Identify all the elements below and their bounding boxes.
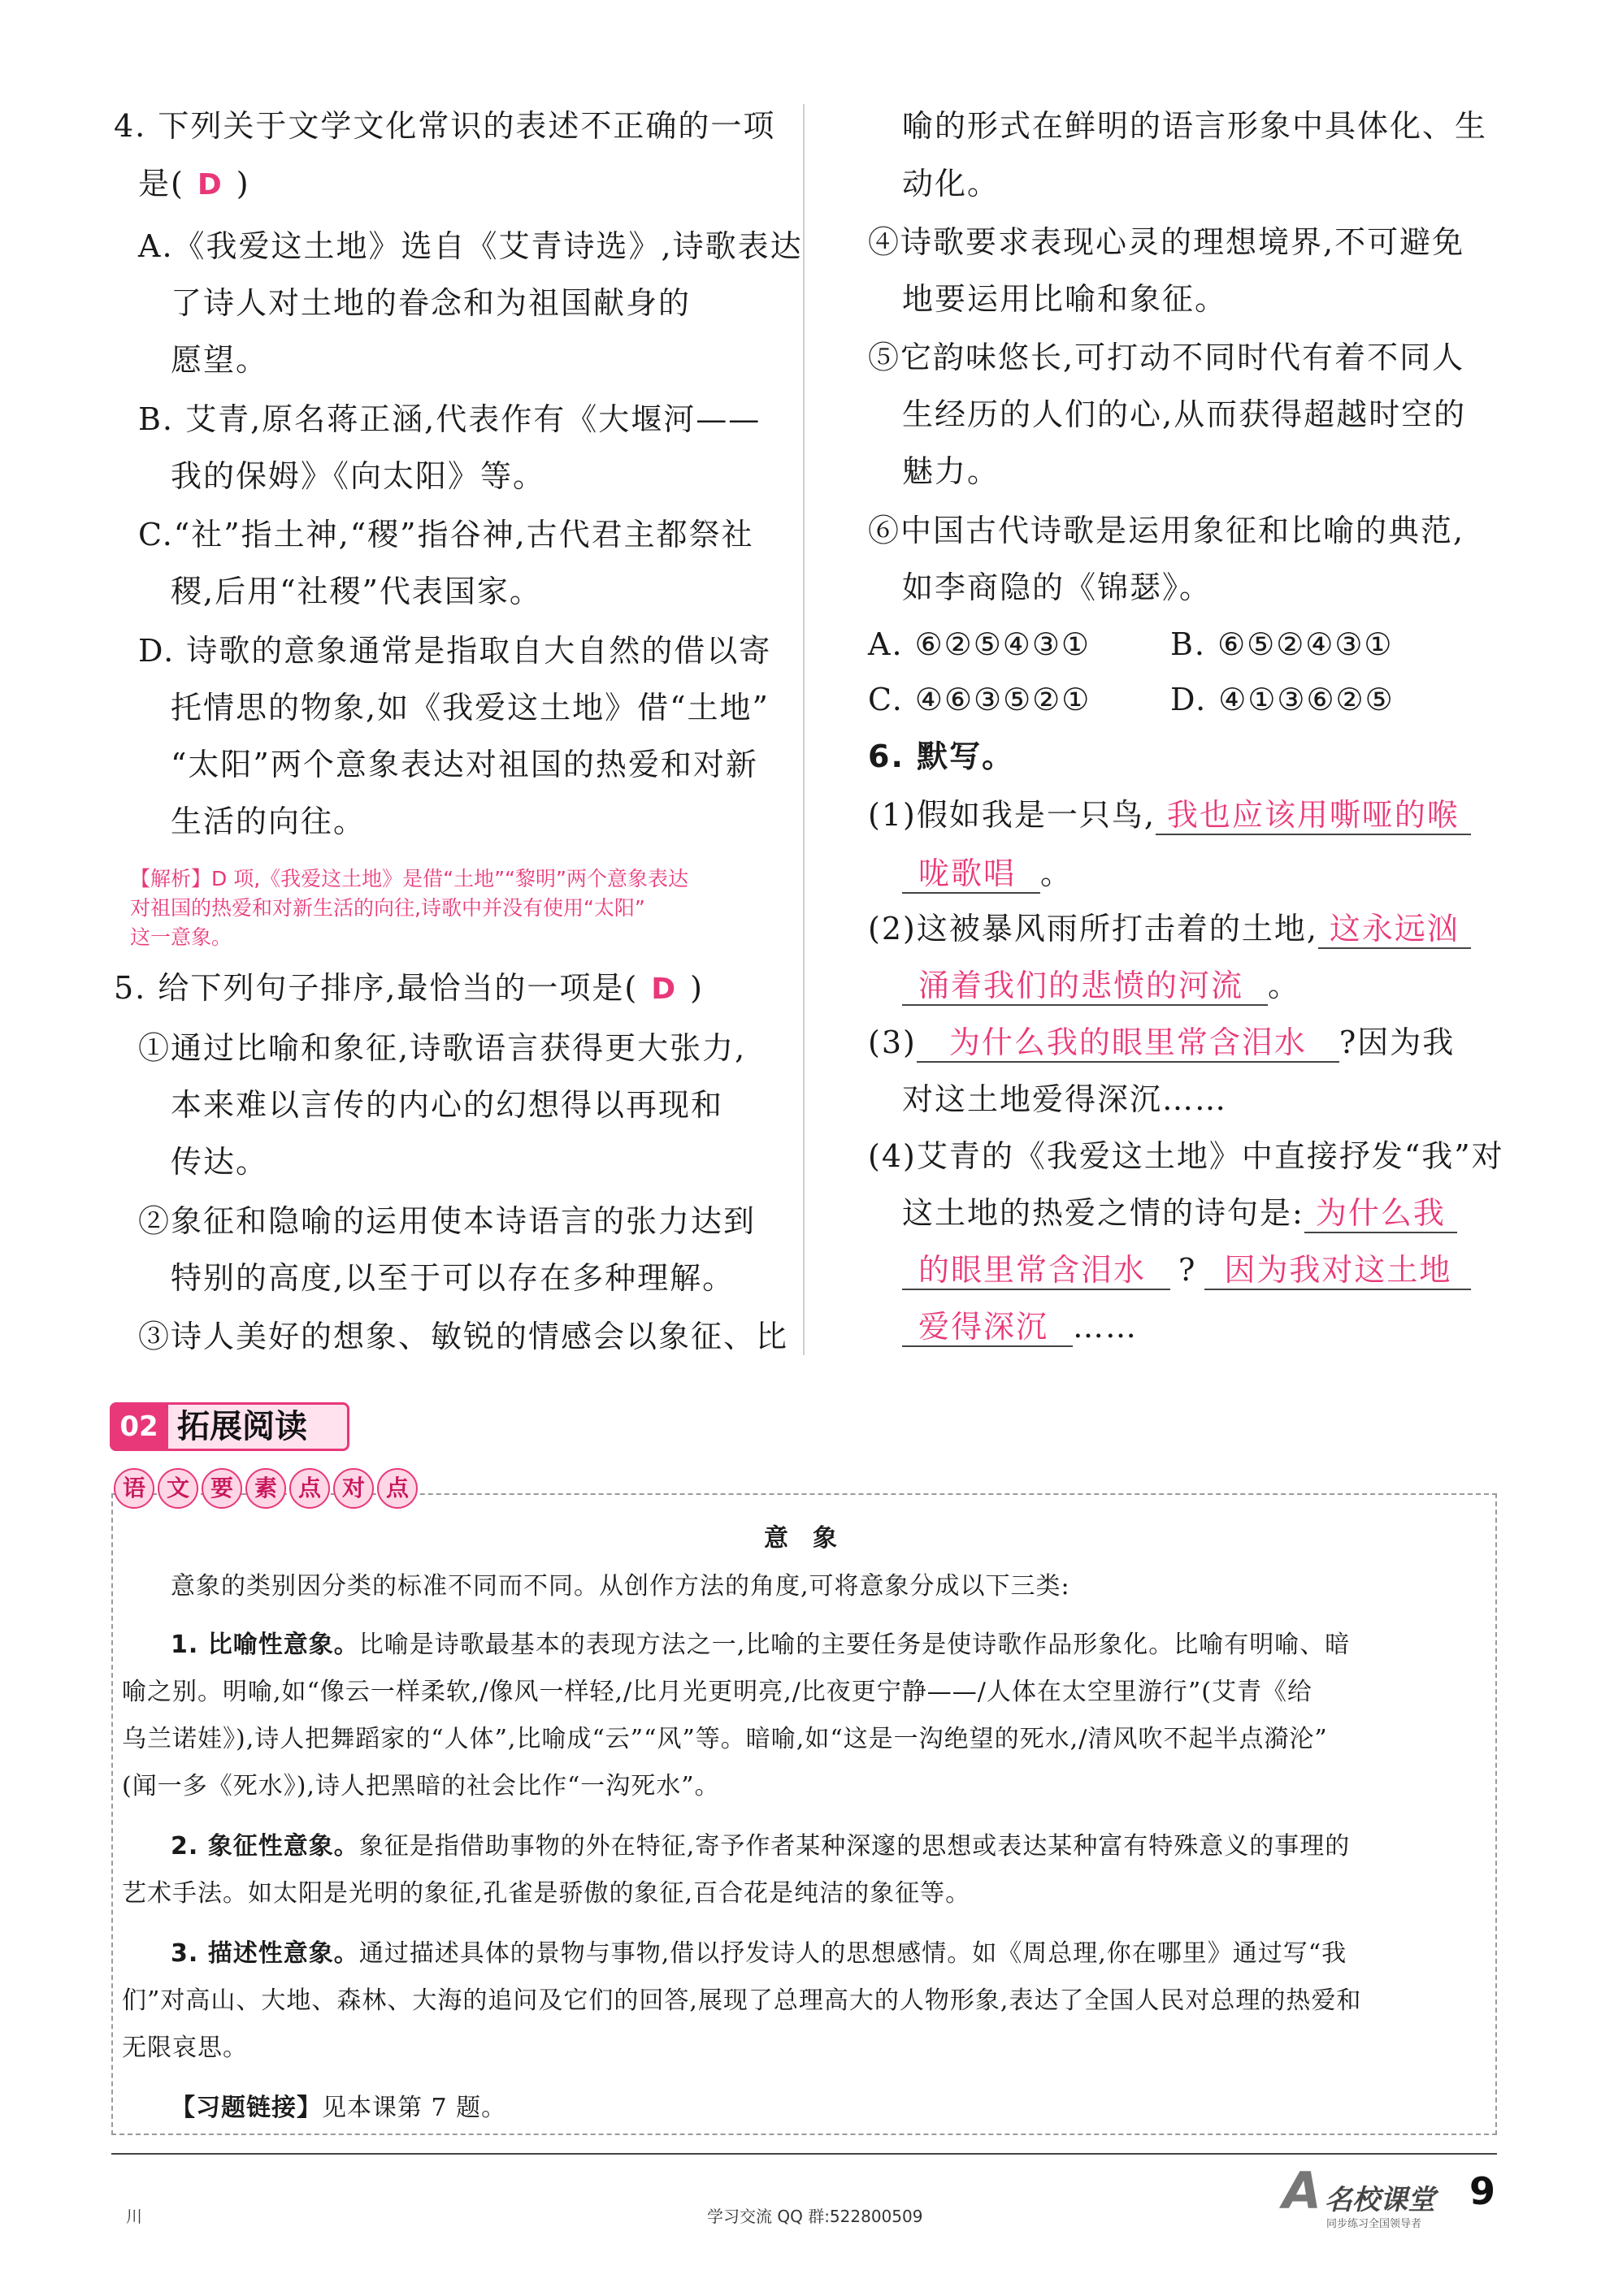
q5-answer: D [651,973,678,1006]
tag-char: 文 [158,1468,198,1509]
footer-qq-group: 学习交流 QQ 群:522800509 [707,2207,923,2226]
element-tag [114,1468,421,1512]
q4-stem-line1: 4. 下列关于文学文化常识的表述不正确的一项 [114,108,776,144]
q4-option-d-line4: 生活的向往。 [171,804,367,839]
q6-item-2-answer-part2: 涌着我们的悲愤的河流 [902,967,1268,1006]
q6-item-4-answer-part2: 的眼里常含泪水 [902,1251,1170,1290]
section-number: 02 [110,1402,168,1451]
q5-sentence-6-line1: ⑥中国古代诗歌是运用象征和比喻的典范, [868,513,1465,548]
q4-analysis-line2: 对祖国的热爱和对新生活的向往,诗歌中并没有使用“太阳” [130,896,645,920]
column-divider [803,104,805,1355]
tag-char: 对 [333,1468,374,1509]
footer-region-mark: 川 [126,2207,142,2226]
q5-sentence-2-line2: 特别的高度,以至于可以存在多种理解。 [171,1260,735,1296]
q6-item-3-line1: (3) 为什么我的眼里常含泪水 ?因为我 [868,1024,1455,1063]
q5-sentence-1-line3: 传达。 [171,1144,269,1180]
q4-option-c-line1: C.“社”指土神,“稷”指谷神,古代君主都祭社 [138,517,754,552]
section-title: 拓展阅读 [177,1408,307,1445]
q4-analysis-line3: 这一意象。 [130,925,232,949]
q5-sentence-1-line1: ①通过比喻和象征,诗歌语言获得更大张力, [138,1030,747,1066]
q5-sentence-2-line1: ②象征和隐喻的运用使本诗语言的张力达到 [138,1203,757,1239]
q6-title: 6. 默写。 [868,739,1015,774]
q5-option-a: A. ⑥②⑤④③① [868,626,1091,662]
q5-option-d: D. ④①③⑥②⑤ [1170,682,1395,717]
tag-char: 点 [377,1468,418,1509]
logo-a-letter: A [1282,2161,1321,2220]
tag-char: 素 [245,1468,286,1509]
item-3-line2: 们”对高山、大地、森林、大海的追问及它们的回答,展现了总理高大的人物形象,表达了全国人民对总理的热爱和 [122,1986,1362,2015]
q6-item-1-line1: (1)假如我是一只鸟, 我也应该用嘶哑的喉 [868,796,1471,835]
q5-option-b: B. ⑥⑤②④③① [1170,626,1394,662]
q6-item-2-line2: 涌着我们的悲愤的河流 。 [902,967,1300,1006]
q6-item-4-answer-part1: 为什么我 [1304,1194,1457,1233]
q4-answer: D [197,168,223,201]
q4-option-d-line3: “太阳”两个意象表达对祖国的热爱和对新 [171,747,758,782]
item-1-line2: 喻之别。明喻,如“像云一样柔软,/像风一样轻,/比月光更明亮,/比夜更宁静——/人体在太空里游行”(艾青《给 [122,1678,1312,1706]
q6-item-1-answer-part1: 我也应该用嘶哑的喉 [1156,796,1471,835]
q4-option-c-line2: 稷,后用“社稷”代表国家。 [171,574,542,609]
q6-item-3-answer: 为什么我的眼里常含泪水 [917,1024,1339,1063]
q5-sentence-5-line3: 魅力。 [902,453,1000,489]
q5-sentence-5-line1: ⑤它韵味悠长,可打动不同时代有着不同人 [868,340,1465,375]
q5-stem: 5. 给下列句子排序,最恰当的一项是( D ) [114,970,704,1006]
q6-item-4-line2: 这土地的热爱之情的诗句是: 为什么我 [902,1194,1457,1233]
logo-text: 名校课堂 [1325,2184,1435,2216]
q6-item-4-line4: 爱得深沉 …… [902,1308,1138,1347]
item-1-line4: (闻一多《死水》),诗人把黑暗的社会比作“一沟死水”。 [122,1772,720,1800]
tag-char: 点 [289,1468,330,1509]
q6-item-1-answer-part2: 咙歌唱 [902,855,1040,894]
q5-sentence-4-line2: 地要运用比喻和象征。 [902,281,1228,317]
logo-subtitle: 同步练习全国领导者 [1326,2218,1422,2230]
q6-item-1-line2: 咙歌唱 。 [902,855,1073,894]
q5-sentence-5-line2: 生经历的人们的心,从而获得超越时空的 [902,396,1467,432]
tag-char: 语 [114,1468,154,1509]
item-1-line3: 乌兰诺娃》),诗人把舞蹈家的“人体”,比喻成“云”“风”等。暗喻,如“这是一沟绝望的死水,/清风吹不起半点漪沦” [122,1725,1328,1753]
q6-item-2-answer-part1: 这永远汹 [1318,910,1471,949]
tag-char: 要 [202,1468,242,1509]
q4-option-d-line2: 托情思的物象,如《我爱这土地》借“土地” [171,690,770,726]
q4-option-b-line1: B. 艾青,原名蒋正涵,代表作有《大堰河—— [138,401,761,437]
exercise-link: 【习题链接】见本课第 7 题。 [171,2094,507,2122]
q6-item-4-line3: 的眼里常含泪水 ? 因为我对这土地 [902,1251,1471,1290]
page-number: 9 [1469,2169,1496,2213]
q6-item-4-answer-part3: 因为我对这土地 [1204,1251,1471,1290]
footer-rule [111,2153,1497,2155]
item-2-line1: 2. 象征性意象。象征是指借助事物的外在特征,寄予作者某种深邃的思想或表达某种富有特殊意义的事理的 [171,1832,1351,1861]
q4-analysis-line1: 【解析】D 项,《我爱这土地》是借“土地”“黎明”两个意象表达 [130,867,688,890]
q4-stem-line2: 是( D ) [138,166,250,201]
q5-sentence-4-line1: ④诗歌要求表现心灵的理想境界,不可避免 [868,224,1465,260]
q4-option-a-line2: 了诗人对土地的眷念和为祖国献身的 [171,285,692,321]
q5-sentence-1-line2: 本来难以言传的内心的幻想得以再现和 [171,1087,724,1123]
q5-sentence-3-line3: 动化。 [902,166,1000,201]
item-1-line1: 1. 比喻性意象。比喻是诗歌最基本的表现方法之一,比喻的主要任务是使诗歌作品形象化。比喻有明喻、暗 [171,1631,1351,1659]
q4-option-d-line1: D. 诗歌的意象通常是指取自大自然的借以寄 [138,633,772,669]
q5-sentence-3-line2: 喻的形式在鲜明的语言形象中具体化、生 [902,108,1488,144]
item-3-line1: 3. 描述性意象。通过描述具体的景物与事物,借以抒发诗人的思想感情。如《周总理,你在哪里》通过写“我 [171,1939,1347,1968]
q5-sentence-3-line1: ③诗人美好的想象、敏锐的情感会以象征、比 [138,1319,789,1354]
q6-item-3-line2: 对这土地爱得深沉…… [902,1081,1228,1117]
reading-heading: 意 象 [764,1524,837,1553]
q6-item-4-line1: (4)艾青的《我爱这土地》中直接抒发“我”对 [868,1138,1504,1174]
q5-option-c: C. ④⑥③⑤②① [868,682,1091,717]
q5-sentence-6-line2: 如李商隐的《锦瑟》。 [902,570,1213,605]
q4-option-b-line2: 我的保姆》《向太阳》等。 [171,458,546,494]
q6-item-4-answer-part4: 爱得深沉 [902,1308,1073,1347]
q4-option-a-line1: A.《我爱这土地》选自《艾青诗选》,诗歌表达 [138,228,803,264]
item-3-line3: 无限哀思。 [122,2034,248,2062]
item-2-line2: 艺术手法。如太阳是光明的象征,孔雀是骄傲的象征,百合花是纯洁的象征等。 [122,1879,971,1908]
reading-intro: 意象的类别因分类的标准不同而不同。从创作方法的角度,可将意象分成以下三类: [171,1572,1070,1601]
q6-item-2-line1: (2)这被暴风雨所打击着的土地, 这永远汹 [868,910,1471,949]
q4-option-a-line3: 愿望。 [171,342,269,378]
